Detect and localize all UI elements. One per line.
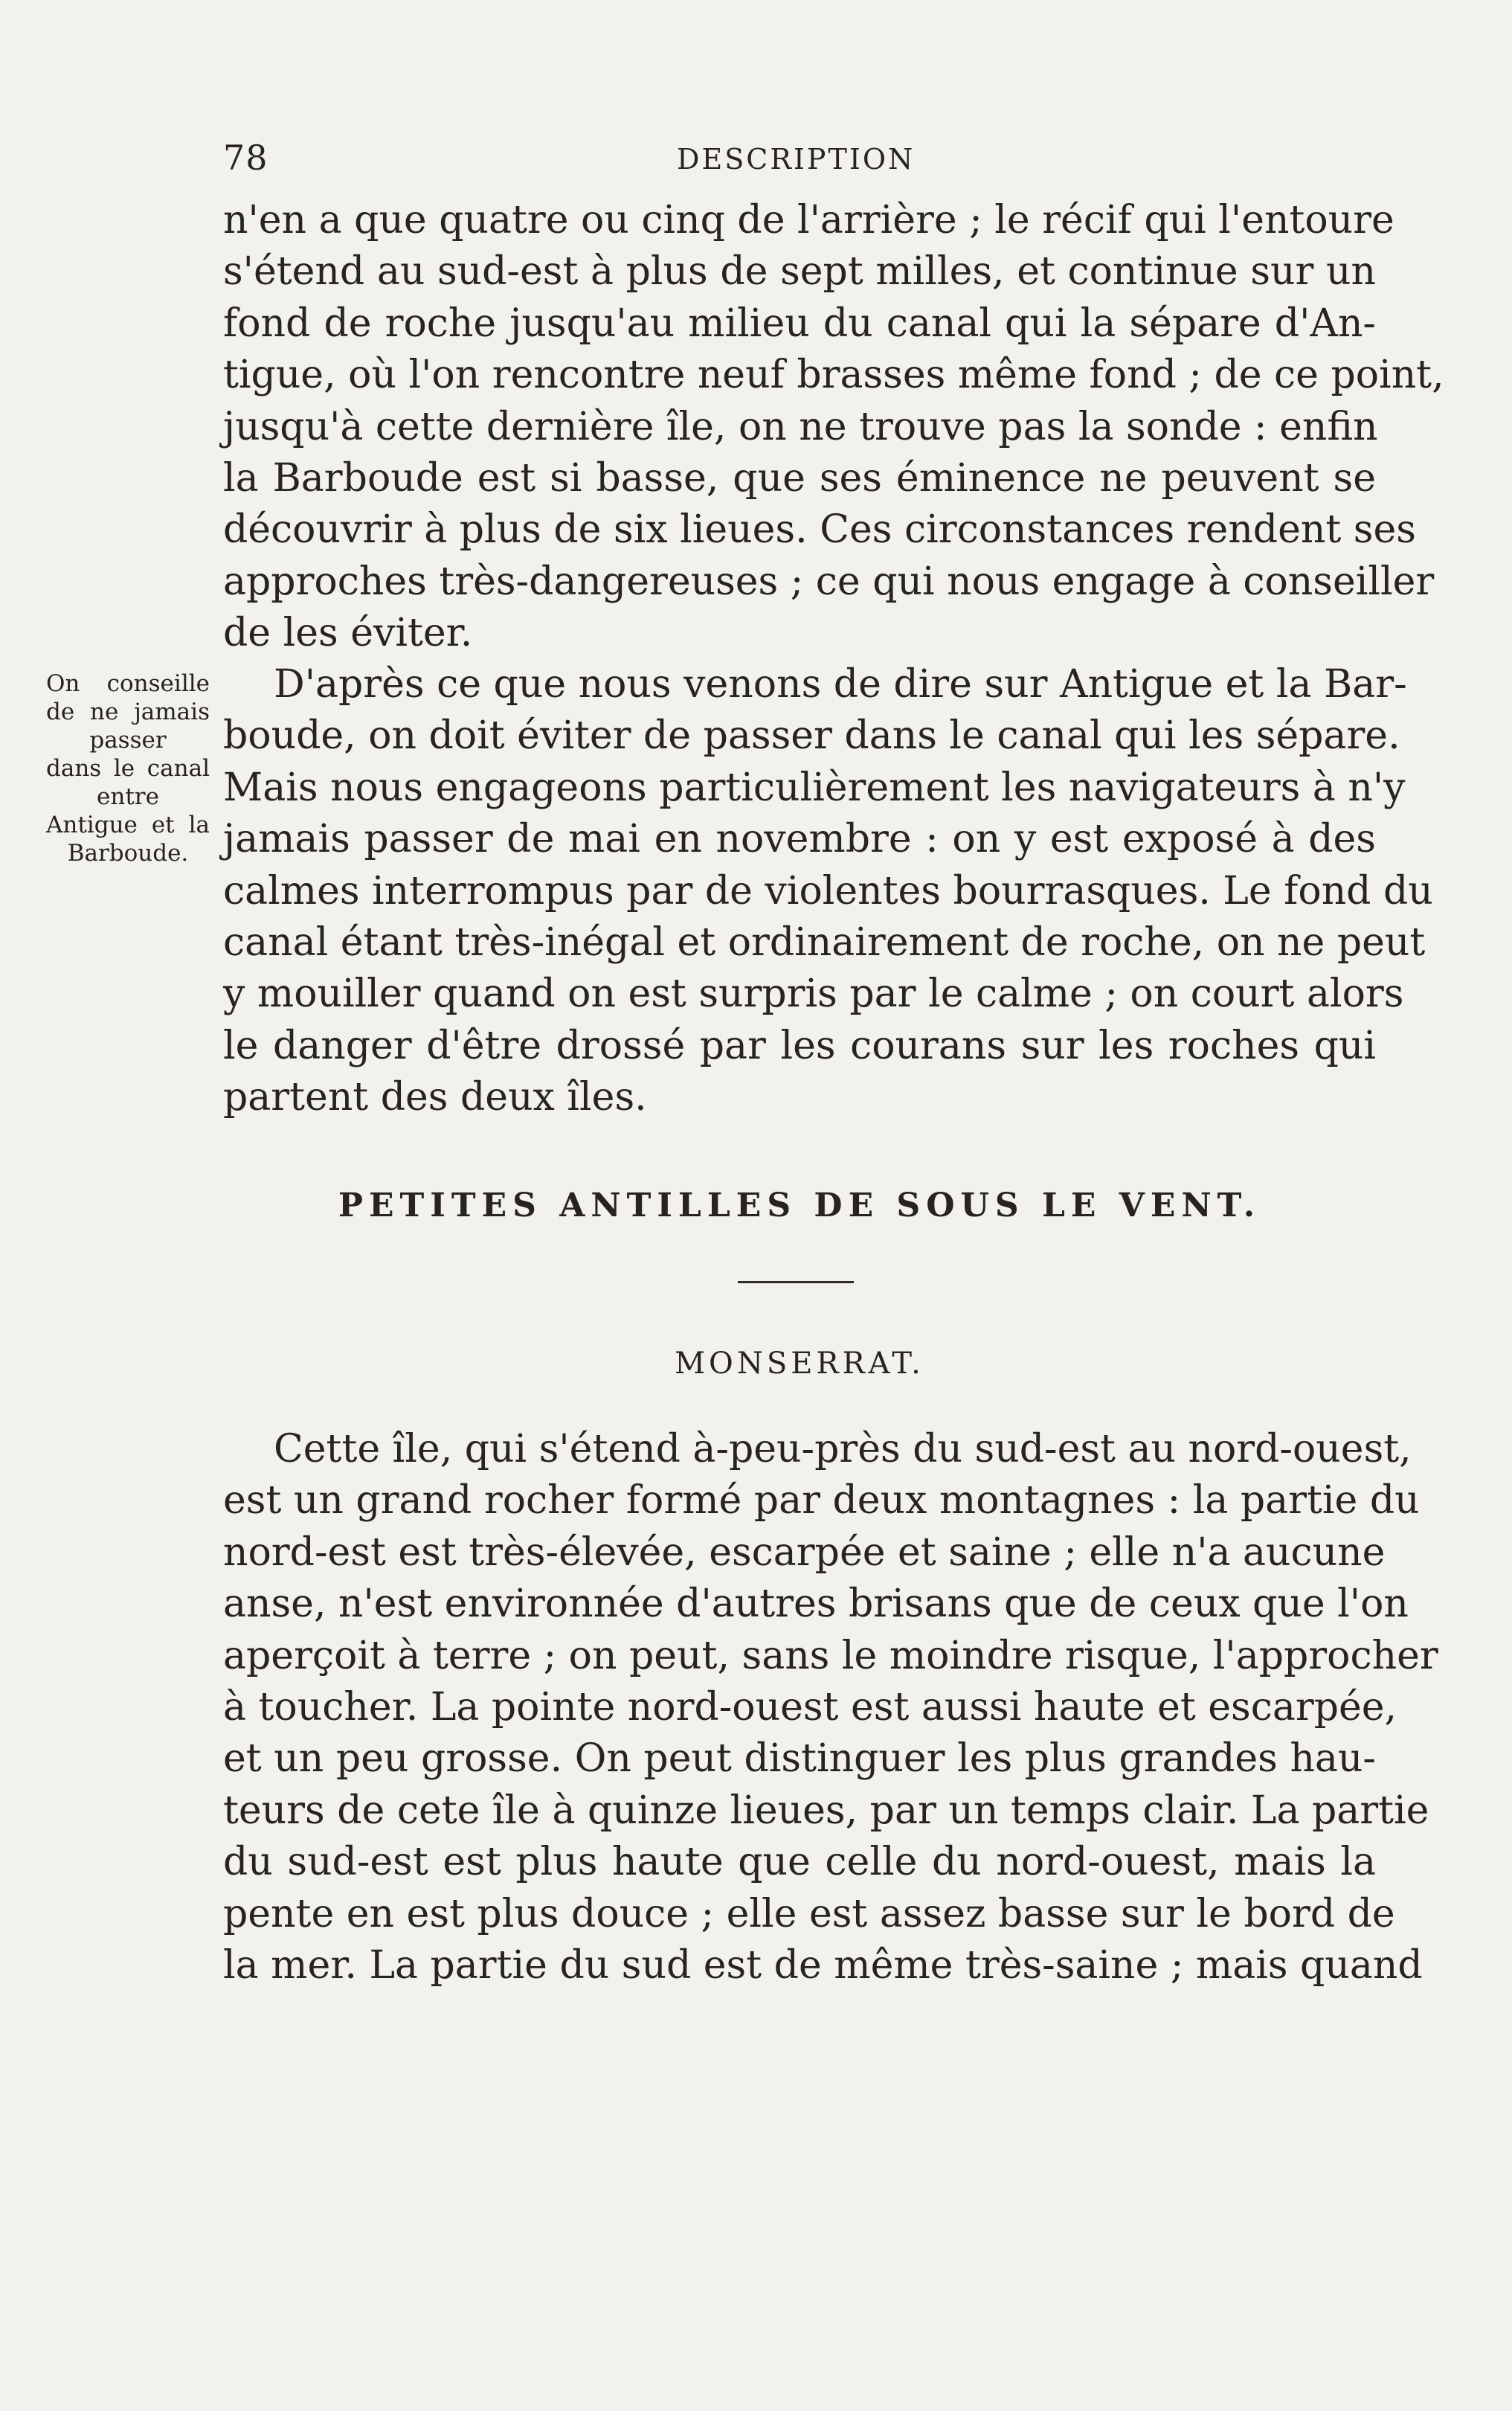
margin-note-line: On conseille: [46, 670, 210, 697]
text-line: teurs de cete île à quinze lieues, par un temps clair. La partie: [223, 1788, 1429, 1833]
text-line: découvrir à plus de six lieues. Ces circonstances rendent ses: [223, 507, 1416, 553]
text-line: Mais nous engageons particulièrement les navigateurs à n'y: [223, 765, 1406, 810]
text-line: calmes interrompus par de violentes bourrasques. Le fond du: [223, 868, 1433, 914]
text-line: s'étend au sud-est à plus de sept milles, et continue sur un: [223, 249, 1376, 295]
text-line: de les éviter.: [223, 611, 473, 656]
text-line: fond de roche jusqu'au milieu du canal qui la sépare d'An-: [223, 301, 1376, 346]
text-line: la mer. La partie du sud est de même très-saine ; mais quand: [223, 1942, 1423, 1988]
margin-note-line: Antigue et la: [46, 812, 210, 838]
text-line: D'après ce que nous venons de dire sur Antigue et la Bar-: [274, 662, 1407, 707]
margin-note-line: de ne jamais: [46, 699, 210, 725]
text-line: anse, n'est environnée d'autres brisans que de ceux que l'on: [223, 1582, 1409, 1627]
text-line: approches très-dangereuses ; ce qui nous engage à conseiller: [223, 559, 1435, 604]
text-line: boude, on doit éviter de passer dans le canal qui les sépare.: [223, 713, 1400, 759]
sub-heading: MONSERRAT.: [675, 1346, 924, 1381]
text-line: canal étant très-inégal et ordinairement de roche, on ne peut: [223, 919, 1426, 965]
text-line: jamais passer de mai en novembre : on y est exposé à des: [223, 817, 1376, 862]
text-line: pente en est plus douce ; elle est assez basse sur le bord de: [223, 1891, 1395, 1936]
divider-rule: [738, 1281, 854, 1283]
paragraph-barboude-description: [223, 195, 1444, 660]
text-line: le danger d'être drossé par les courans sur les roches qui: [223, 1023, 1376, 1068]
text-line: tigue, où l'on rencontre neuf brasses même fond ; de ce point,: [223, 353, 1444, 398]
margin-note-line: passer: [89, 727, 167, 754]
text-line: la Barboude est si basse, que ses éminence ne peuvent se: [223, 455, 1376, 501]
page-number: 78: [223, 138, 268, 178]
text-line: n'en a que quatre ou cinq de l'arrière ; le récif qui l'entoure: [223, 198, 1394, 243]
text-line: partent des deux îles.: [223, 1075, 647, 1120]
margin-note-line: dans le canal: [46, 755, 210, 782]
text-line: y mouiller quand on est surpris par le calme ; on court alors: [223, 972, 1404, 1017]
text-line: à toucher. La pointe nord-ouest est aussi haute et escarpée,: [223, 1684, 1397, 1730]
running-head: DESCRIPTION: [677, 143, 916, 176]
margin-note-line: Barboude.: [67, 840, 189, 867]
margin-note: [46, 670, 210, 867]
paragraph-monserrat: [223, 1424, 1438, 1991]
text-line: aperçoit à terre ; on peut, sans le moindre risque, l'approcher: [223, 1633, 1438, 1678]
text-line: du sud-est est plus haute que celle du nord-ouest, mais la: [223, 1840, 1376, 1885]
text-line: est un grand rocher formé par deux montagnes : la partie du: [223, 1478, 1420, 1524]
section-heading: PETITES ANTILLES DE SOUS LE VENT.: [338, 1187, 1261, 1224]
margin-note-line: entre: [97, 783, 159, 810]
text-line: Cette île, qui s'étend à-peu-près du sud-est au nord-ouest,: [274, 1427, 1412, 1471]
text-line: nord-est est très-élevée, escarpée et saine ; elle n'a aucune: [223, 1529, 1386, 1575]
paragraph-canal-warning: [223, 659, 1433, 1124]
text-line: jusqu'à cette dernière île, on ne trouve pas la sonde : enfin: [223, 404, 1378, 449]
text-line: et un peu grosse. On peut distinguer les plus grandes hau-: [223, 1736, 1376, 1782]
